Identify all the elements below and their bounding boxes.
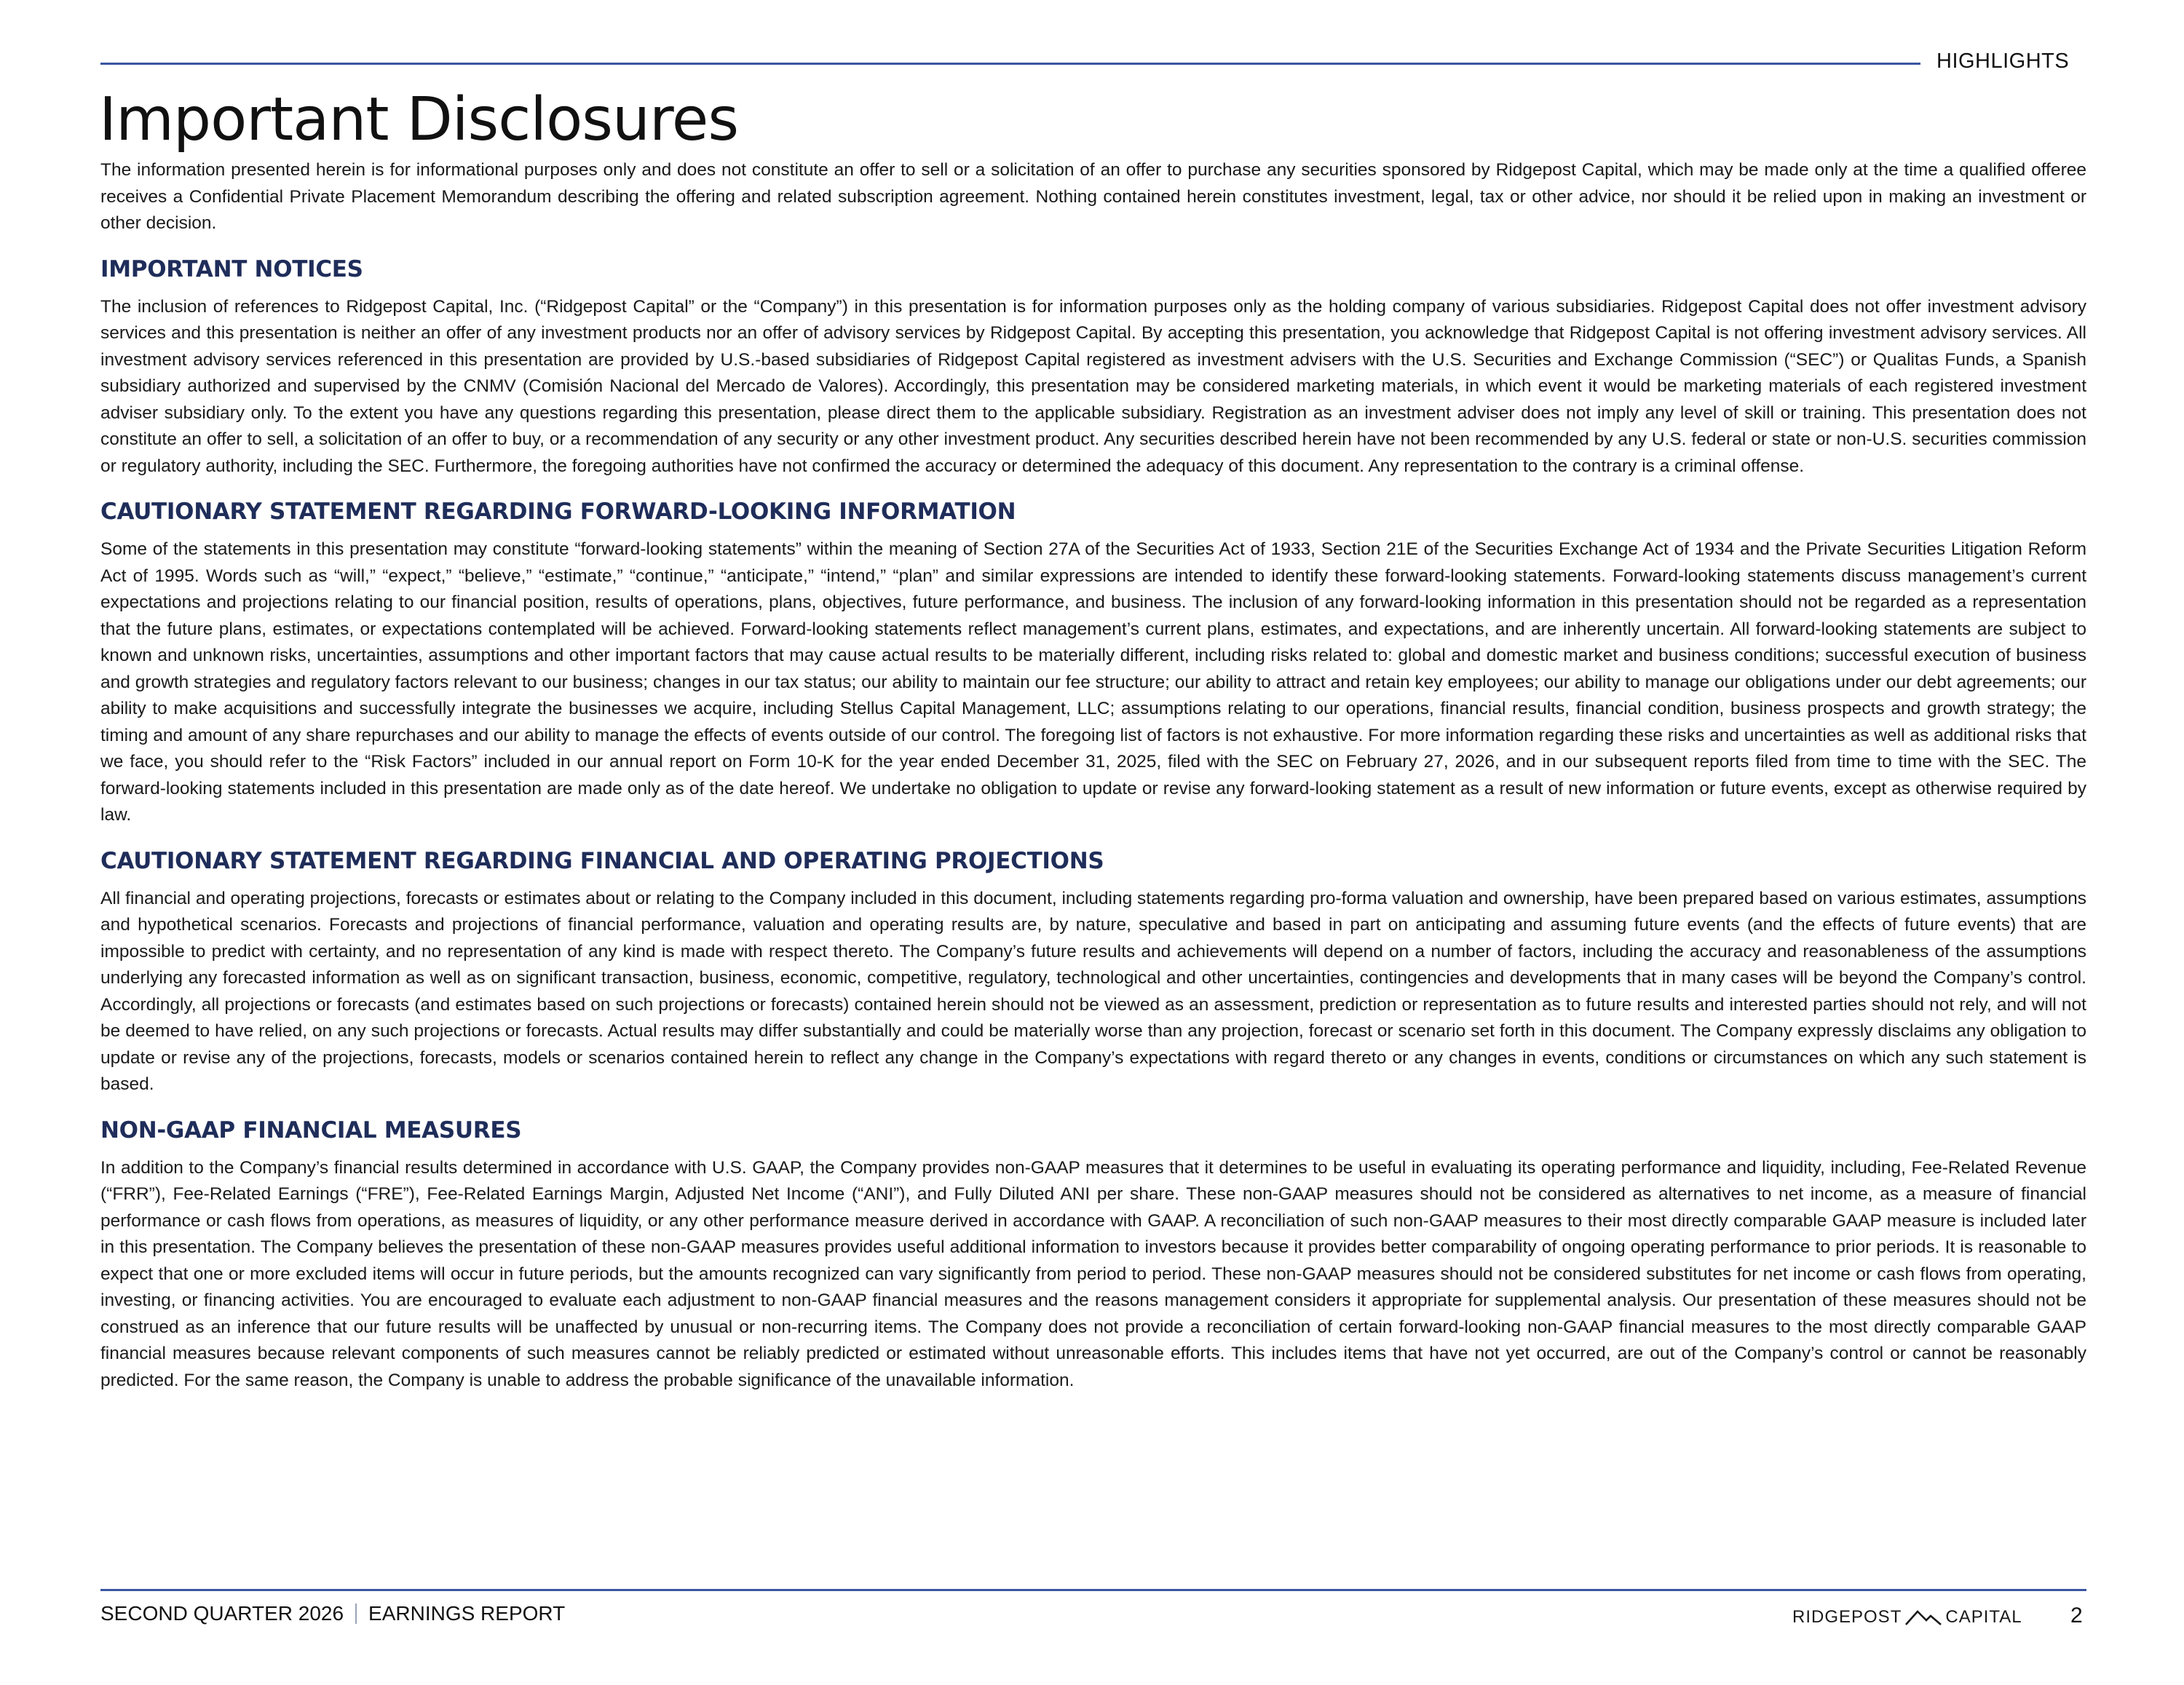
section-body-forward-looking: Some of the statements in this presentation may constitute “forward-looking statements” within the meaning of Section 27A of the Securities Act of 1933, Section 21E of the Securities Exchange Act of 1934 and the Private Securities Litigation Reform Act of 1995. Words such as “will,” “expect,” “believe,” “estimate,” “continue,” “anticipate,” “intend,” “plan” and similar expressions are intended to identify these forward-looking statements. Forward-looking statements discuss management’s current expectations and projections relating to our financial position, results of operations, plans, objectives, future performance, and business. The inclusion of any forward-looking information in this presentation should not be regarded as a representation that the future plans, estimates, or expectations contemplated will be achieved. Forward-looking statements reflect management’s current plans, estimates, and expectations, and are inherently uncertain. All forward-looking statements are subject to known and unknown risks, uncertainties, assumptions and other important factors that may cause actual results to be materially different, including risks related to: global and domestic market and business conditions; successful execution of business and growth strategies and regulatory factors relevant to our business; changes in our tax status; our ability to maintain our fee structure; our ability to attract and retain key employees; our ability to manage our obligations under our debt agreements; our ability to make acquisitions and successfully integrate the businesses we acquire, including Stellus Capital Management, LLC; assumptions relating to our operations, financial results, financial condition, business prospects and growth strategy; the timing and amount of any share repurchases and our ability to manage the effects of events outside of our control. The foregoing list of factors is not exhaustive. For more information regarding these risks and uncertainties as well as additional risks that we face, you should refer to the “Risk Factors” included in our annual report on Form 10-K for the year ended December 31, 2025, filed with the SEC on February 27, 2026, and in our subsequent reports filed from time to time with the SEC. The forward-looking statements included in this presentation are made only as of the date hereof. We undertake no obligation to update or revise any forward-looking statement as a result of new information or future events, except as otherwise required by law. [100, 539, 2086, 825]
intro-paragraph: The information presented herein is for informational purposes only and does not constitute an offer to sell or a solicitation of an offer to purchase any securities sponsored by Ridgepost Capital, which may be made only at the time a qualified offeree receives a Confidential Private Placement Memorandum describing the offering and related subscription agreement. Nothing contained herein constitutes investment, legal, tax or other advice, nor should it be relied upon in making an investment or other decision. [100, 160, 2086, 233]
footer-divider [355, 1603, 357, 1624]
footer-period: SECOND QUARTER 2026 [100, 1602, 344, 1625]
section-body-important-notices: The inclusion of references to Ridgepost Capital, Inc. (“Ridgepost Capital” or the “Company”) in this presentation is for information purposes only as the holding company of various subsidiaries. Ridgepost Capital does not offer investment advisory services and this presentation is neither an offer of any investment products nor an offer of advisory services by Ridgepost Capital. By accepting this presentation, you acknowledge that Ridgepost Capital is not offering investment advisory services. All investment advisory services referenced in this presentation are provided by U.S.-based subsidiaries of Ridgepost Capital registered as investment advisers with the U.S. Securities and Exchange Commission (“SEC”) or Qualitas Funds, a Spanish subsidiary authorized and supervised by the CNMV (Comisión Nacional del Mercado de Valores). Accordingly, this presentation may be considered marketing materials, in which event it would be marketing materials of each registered investment adviser subsidiary only. To the extent you have any questions regarding this presentation, please direct them to the applicable subsidiary. Registration as an investment adviser does not imply any level of skill or training. This presentation does not constitute an offer to sell, a solicitation of an offer to buy, or a recommendation of any security or any other investment product. Any securities described herein have not been recommended by any U.S. federal or state or non-U.S. securities commission or regulatory authority, including the SEC. Furthermore, the foregoing authorities have not confirmed the accuracy or determined the adequacy of this document. Any representation to the contrary is a criminal offense. [100, 296, 2086, 476]
section-body-projections: All financial and operating projections, forecasts or estimates about or relating to the Company included in this document, including statements regarding pro-forma valuation and ownership, have been prepared based on various estimates, assumptions and hypothetical scenarios. Forecasts and projections of financial performance, valuation and operating results are, by nature, speculative and based in part on anticipating and assuming future events (and the effects of future events) that are impossible to predict with certainty, and no representation of any kind is made with respect thereto. The Company’s future results and achievements will depend on a number of factors, including the accuracy and reasonableness of the assumptions underlying any forecasted information as well as on significant transaction, business, economic, competitive, regulatory, technological and other uncertainties, contingencies and developments that in many cases will be beyond the Company’s control. Accordingly, all projections or forecasts (and estimates based on such projections or forecasts) contained herein should not be viewed as an assessment, prediction or representation as to future results and interested parties should not rely, and will not be deemed to have relied, on any such projections or forecasts. Actual results may differ substantially and could be materially worse than any projection, forecast or scenario set forth in this document. The Company expressly disclaims any obligation to update or revise any of the projections, forecasts, models or scenarios contained herein to reflect any change in the Company’s expectations with regard thereto or any changes in events, conditions or circumstances on which any such statement is based. [100, 888, 2086, 1094]
header-rule [100, 63, 1920, 65]
logo-text-right: CAPITAL [1945, 1607, 2022, 1627]
section-heading-forward-looking: CAUTIONARY STATEMENT REGARDING FORWARD-LOOKING INFORMATION [100, 499, 1016, 525]
footer-report-label [100, 1602, 565, 1625]
section-heading-projections: CAUTIONARY STATEMENT REGARDING FINANCIAL AND OPERATING PROJECTIONS [100, 847, 1104, 874]
company-logo [1792, 1607, 2022, 1627]
footer-rule [100, 1589, 2086, 1591]
page-number: 2 [2070, 1603, 2083, 1627]
page-title: Important Disclosures [99, 85, 739, 154]
mountain-icon [1904, 1609, 1942, 1626]
section-tag: HIGHLIGHTS [1936, 49, 2070, 73]
logo-text-left: RIDGEPOST [1792, 1607, 1902, 1627]
disclosures-body [100, 157, 2086, 1394]
footer-report: EARNINGS REPORT [368, 1602, 566, 1625]
section-heading-non-gaap: NON-GAAP FINANCIAL MEASURES [100, 1117, 522, 1143]
section-body-non-gaap: In addition to the Company’s financial results determined in accordance with U.S. GAAP, the Company provides non-GAAP measures that it determines to be useful in evaluating its operating performance and liquidity, including, Fee-Related Revenue (“FRR”), Fee-Related Earnings (“FRE”), Fee-Related Earnings Margin, Adjusted Net Income (“ANI”), and Fully Diluted ANI per share. These non-GAAP measures should not be considered as alternatives to net income, as a measure of financial performance or cash flows from operations, as measures of liquidity, or any other performance measure derived in accordance with GAAP. A reconciliation of such non-GAAP measures to their most directly comparable GAAP measure is included later in this presentation. The Company believes the presentation of these non-GAAP measures provides useful additional information to investors because it provides better comparability of ongoing operating performance to prior periods. It is reasonable to expect that one or more excluded items will occur in future periods, but the amounts recognized can vary significantly from period to period. These non-GAAP measures should not be considered substitutes for net income or cash flows from operating, investing, or financing activities. You are encouraged to evaluate each adjustment to non-GAAP financial measures and the reasons management considers it appropriate for supplemental analysis. Our presentation of these measures should not be construed as an inference that our future results will be unaffected by unusual or non-recurring items. The Company does not provide a reconciliation of certain forward-looking non-GAAP financial measures to the most directly comparable GAAP financial measures because relevant components of such measures cannot be reliably predicted or estimated without unreasonable efforts. This includes items that have not yet occurred, are out of the Company’s control or cannot be reasonably predicted. For the same reason, the Company is unable to address the probable significance of the unavailable information. [100, 1157, 2086, 1390]
section-heading-important-notices: IMPORTANT NOTICES [100, 255, 363, 282]
